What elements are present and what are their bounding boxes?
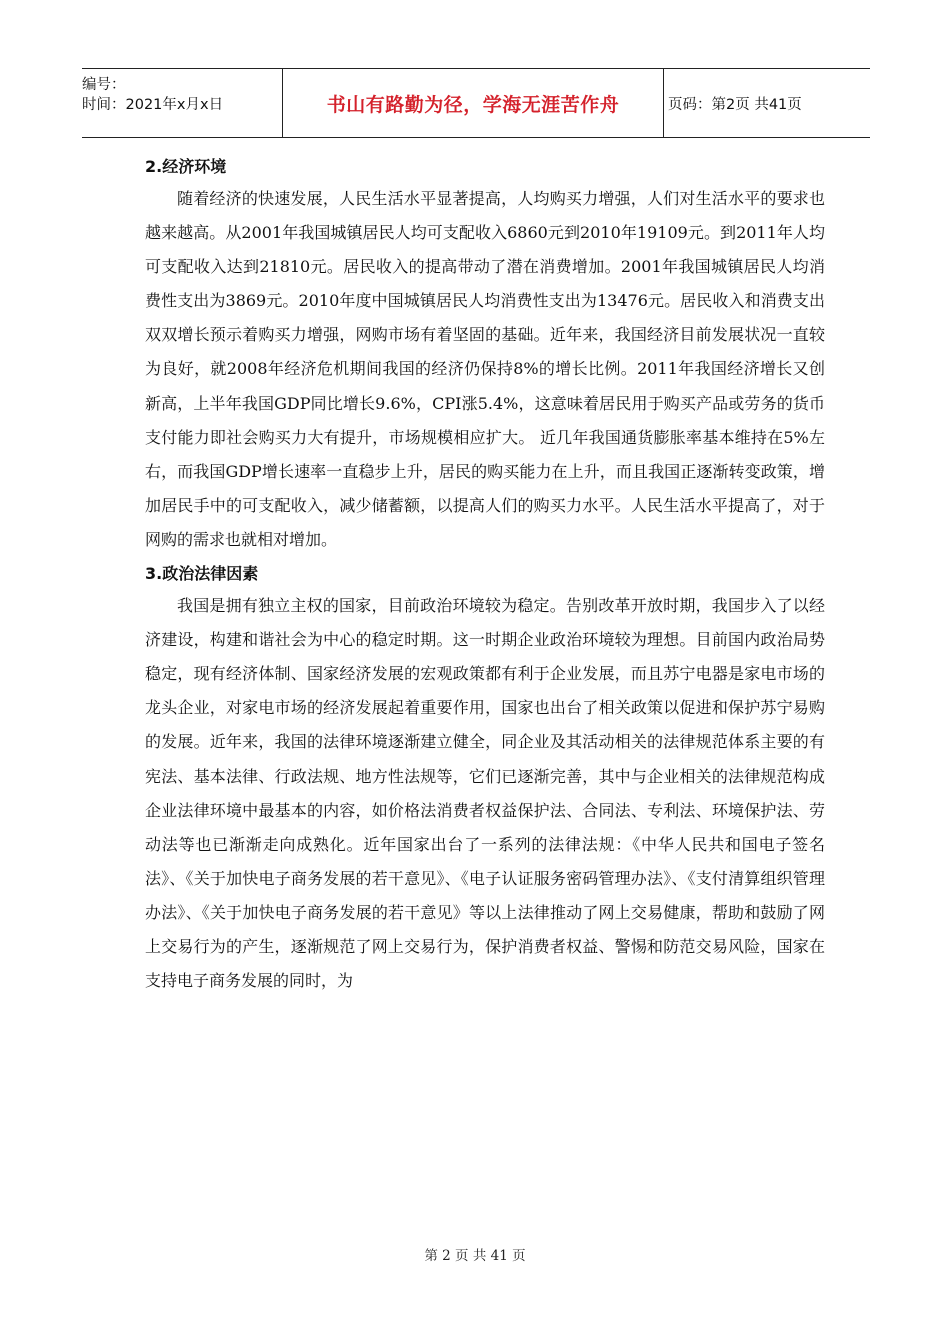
section-heading-politics-law: 3.政治法律因素 (145, 564, 259, 584)
document-body (145, 150, 825, 998)
paragraph-economy: 随着经济的快速发展，人民生活水平显著提高，人均购买力增强，人们对生活水平的要求也越来越高。从2001年我国城镇居民人均可支配收入6860元到2010年19109元。到2011年人均可支配收入达到21810元。居民收入的提高带动了潜在消费增加。2001年我国城镇居民人均消费性支出为3869元。2010年度中国城镇居民人均消费性支出为13476元。居民收入和消费支出双双增长预示着购买力增强，网购市场有着坚固的基础。近年来，我国经济目前发展状况一直较为良好，就2008年经济危机期间我国的经济仍保持8%的增长比例。2011年我国经济增长又创新高，上半年我国GDP同比增长9.6%，CPI涨5.4%，这意味着居民用于购买产品或劳务的货币支付能力即社会购买力大有提升，市场规模相应扩大。 近几年我国通货膨胀率基本维持在5%左右，而我国GDP增长速率一直稳步上升，居民的购买能力在上升，而且我国正逐渐转变政策，增加居民手中的可支配收入，减少储蓄额，以提高人们的购买力水平。人民生活水平提高了，对于网购的需求也就相对增加。 (145, 189, 825, 549)
header-time-label: 时间：2021年x月x日 (82, 97, 224, 113)
paragraph-politics-law: 我国是拥有独立主权的国家，目前政治环境较为稳定。告别改革开放时期，我国步入了以经济建设，构建和谐社会为中心的稳定时期。这一时期企业政治环境较为理想。目前国内政治局势稳定，现有经济体制、国家经济发展的宏观政策都有利于企业发展，而且苏宁电器是家电市场的龙头企业，对家电市场的经济发展起着重要作用，国家也出台了相关政策以促进和保护苏宁易购的发展。近年来，我国的法律环境逐渐建立健全，同企业及其活动相关的法律规范体系主要的有宪法、基本法律、行政法规、地方性法规等，它们已逐渐完善，其中与企业相关的法律规范构成企业法律环境中最基本的内容，如价格法消费者权益保护法、合同法、专利法、环境保护法、劳动法等也已渐渐走向成熟化。近年国家出台了一系列的法律法规：《中华人民共和国电子签名法》、《关于加快电子商务发展的若干意见》、《电子认证服务密码管理办法》、《支付清算组织管理办法》、《关于加快电子商务发展的若干意见》等以上法律推动了网上交易健康，帮助和鼓励了网上交易行为的产生，逐渐规范了网上交易行为，保护消费者权益、警惕和防范交易风险，国家在支持电子商务发展的同时，为 (145, 596, 825, 991)
header-meta (82, 69, 282, 137)
section-heading-economy: 2.经济环境 (145, 157, 227, 176)
header-page-label: 页码：第2页 共41页 (668, 96, 802, 113)
page-footer: 第 2 页 共 41 页 (424, 1248, 526, 1264)
header-number-label: 编号： (82, 77, 126, 93)
header-page-cell (664, 69, 870, 137)
header-motto: 书山有路勤为径，学海无涯苦作舟 (326, 93, 620, 116)
page-header (82, 68, 870, 138)
header-motto-cell (282, 69, 664, 137)
